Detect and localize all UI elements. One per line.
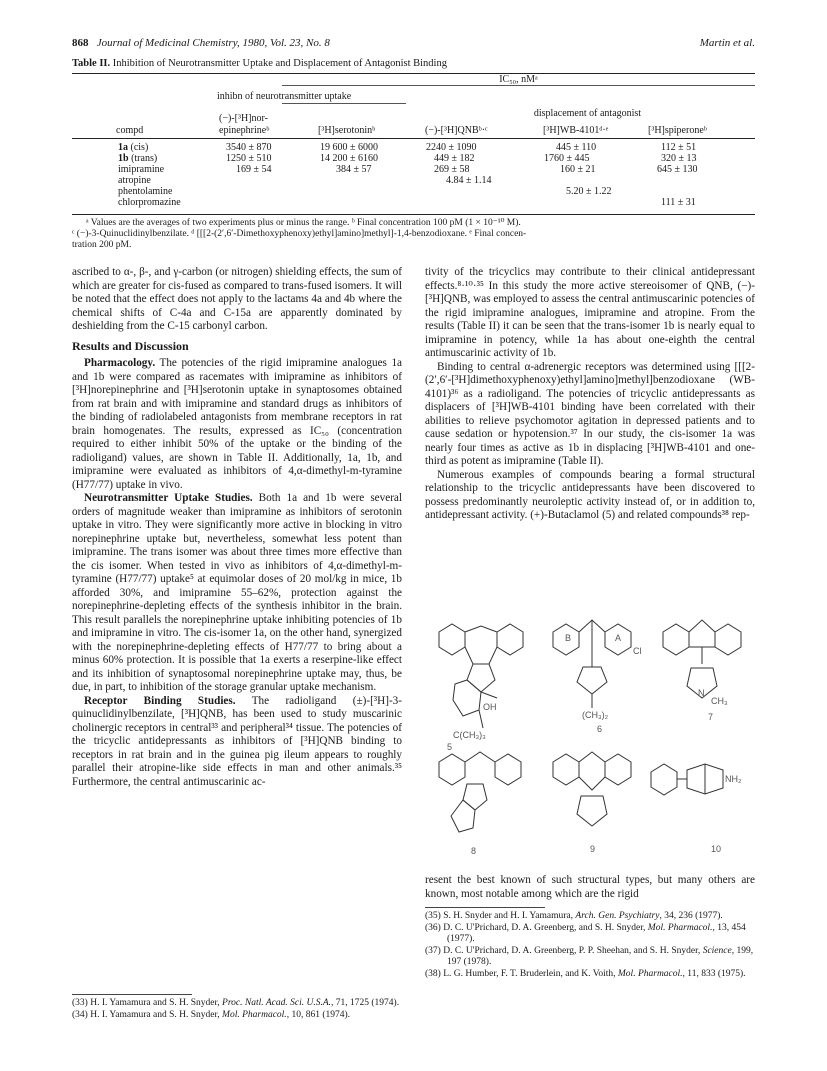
cell-serotonin: 14 200 ± 6160 [320,153,378,164]
table-row [72,175,755,186]
structure-label-ring-a: A [615,633,622,643]
structure-label-cme3: C(CH₃)₃ [453,730,486,740]
references-rule-right [425,907,545,908]
right-column-bottom [425,874,755,901]
row-compd: 1a (cis) [118,142,149,153]
table-caption [72,58,447,69]
structure-label-nme2: (CH₃)₂ [582,710,609,720]
row-compd: atropine [118,175,151,186]
table-caption-text: Inhibition of Neurotransmitter Uptake and Displacement of Antagonist Binding [112,58,447,69]
right-column-top [425,266,755,523]
reference-item: (33) H. I. Yamamura and S. H. Snyder, Proc. Natl. Acad. Sci. U.S.A., 71, 1725 (1974). [72,998,400,1008]
references-right [425,911,755,981]
col-serotonin-header: [³H]serotoninᵇ [318,125,376,136]
structure-number-8: 8 [471,846,477,856]
structure-number-10: 10 [711,844,722,854]
reference-item: (34) H. I. Yamamura and S. H. Snyder, Mol. Pharmacol., 10, 861 (1974). [72,1010,351,1020]
references-left [72,998,402,1022]
table-footnote-2: ᶜ (−)-3-Quinuclidinylbenzilate. ᵈ [[[2-(2′,6′-Dimethoxyphenoxy)ethyl]amino]methyl]-1,4-benzodioxane. ᵉ Final concen- [72,229,527,239]
table-header-rule [72,138,755,139]
cell-qnb: 4.84 ± 1.14 [446,175,492,186]
col-norepinephrine-header-2: epinephrineᵇ [219,125,270,136]
structure-number-5: 5 [447,742,453,752]
row-compd: phentolamine [118,186,173,197]
structure-7 [663,620,741,698]
col-qnb-header: (−)-[³H]QNBᵇ·ᶜ [425,125,488,136]
cell-spip: 320 ± 13 [661,153,697,164]
section-heading: Results and Discussion [72,338,189,353]
paragraph-uptake: Neurotransmitter Uptake Studies. Both 1a and 1b were several orders of magnitude weaker than imipramine as inhibitors of serotonin uptake in vitro. They were significantly more active in blocking in vitro norepinephrine uptake but, nevertheless, somewhat less potent than imipramine. The trans isomer was about three times more effective than the cis isomer. When tested in vivo as inhibitors of 4,α-dimethyl-m-tyramine (H77/77) uptake⁵ at equimolar doses of 20 mol/kg in mice, 1b afforded 30%, and imipramine 55–62%, protection against the norepinephrine-depleting effects of the synthesis inhibitor in the brain. This result parallels the norepinephrine uptake inhibiting potencies of 1b and imipramine in vitro. The cis-isomer 1a, on the other hand, synergized with the norepinephrine-depleting effects of H77/77 to bring about a minus 60% protection. It is possible that 1a exerts a reserpine-like effect and its inhibition of synaptosomal norepinephrine uptake may, thus, be due, in part, to inhibition of the storage granular uptake mechanism. [72,492,403,693]
row-compd: 1b (trans) [118,153,158,164]
cell-spip: 112 ± 51 [661,142,697,153]
paragraph-intro: ascribed to α-, β-, and γ-carbon (or nitrogen) shielding effects, the sum of which are greater for cis-fused as compared to trans-fused isomers. It will be noted that the effect does not apply to the lactams 4a and 4b where the chemical shifts of C-4a and C-15a are apparently dominated by deshielding from the C-15 carbonyl carbon. [72,266,402,332]
cell-serotonin: 19 600 ± 6000 [320,142,378,153]
col-wb4101-header: [³H]WB-4101ᵈ·ᵉ [543,125,609,136]
cell-ne: 1250 ± 510 [226,153,272,164]
ic50-rule [282,85,755,86]
cell-wb: 445 ± 110 [556,142,597,153]
left-column [72,266,402,789]
table-row [72,197,755,208]
cell-wb: 5.20 ± 1.22 [566,186,612,197]
cell-spip: 111 ± 31 [661,197,696,208]
paragraph-antimuscarinic: tivity of the tricyclics may contribute to their clinical antidepressant effects.⁸·¹⁰·³⁵ In this study the more active stereoisomer of QNB, (−)-[³H]QNB, was employed to assess the central antimuscarinic potencies of the rigid imipramine analogues, imipramine and atropine. From the results (Table II) it can be seen that the trans-isomer 1b is nearly equal to imipramine in potency, while 1a has about one-eighth the central antimuscarinic activity of 1b. [425,266,755,359]
table-footnote-1: ᵃ Values are the averages of two experiments plus or minus the range. ᵇ Final concentration 100 pM (1 × 10⁻¹⁰ M). [86,218,521,228]
table-row [72,164,755,175]
cell-ne: 169 ± 54 [236,164,272,175]
structure-5 [439,624,523,728]
row-compd: chlorpromazine [118,197,181,208]
structure-label-oh: OH [483,702,497,712]
cell-serotonin: 384 ± 57 [336,164,372,175]
col-norepinephrine-header-1: (−)-[³H]nor- [219,113,268,124]
structure-label-ring-b: B [565,633,572,643]
reference-item: (38) L. G. Humber, F. T. Bruderlein, and K. Voith, Mol. Pharmacol., 11, 833 (1975). [425,969,746,979]
structure-10 [651,764,723,795]
structure-label-ch3: CH₃ [711,696,728,706]
table-row [72,142,755,153]
table-bottom-rule [72,214,755,215]
structure-number-6: 6 [597,724,603,734]
header-left [72,37,330,49]
structure-8 [439,752,521,832]
cell-ne: 3540 ± 870 [226,142,272,153]
uptake-group-rule [282,103,406,104]
paragraph-binding: Receptor Binding Studies. The radioligand (±)-[³H]-3-quinuclidinylbenzilate, [³H]QNB, has been used to study muscarinic cholinergic receptors in central³³ and peripheral³⁴ tissue. The potencies of the tricyclic antidepressants as inhibitors of [³H]QNB binding to receptors in rat brain and in the guinea pig ileum appears to roughly parallel their atropine-like side effects in man and other animals.³⁵ Furthermore, the central antimuscarinic ac- [72,694,402,788]
col-compd-header: compd [116,125,144,136]
journal-citation: Journal of Medicinal Chemistry, 1980, Vol. 23, No. 8 [96,37,330,49]
ic50-header: IC₅₀, nMᵃ [499,74,538,85]
reference-item: (37) D. C. U'Prichard, D. A. Greenberg, P. P. Sheehan, and S. H. Snyder, Science, 199, 197 (1978). [425,946,754,967]
cell-spip: 645 ± 130 [657,164,698,175]
structure-label-cl: Cl [633,646,642,656]
structure-label-nh2: NH₂ [725,774,742,784]
reference-item: (36) D. C. U'Prichard, D. A. Greenberg, and S. H. Snyder, Mol. Pharmacol., 13, 454 (1977). [425,923,746,944]
paragraph-adrenergic: Binding to central α-adrenergic receptors was determined using [[[2-(2′,6′-[³H]dimethoxyphenoxy)ethyl]amino]methyl]benzodioxane (WB-4101)³⁶ as a radioligand. The potencies of tricyclic antidepressants as displacers of [³H]WB-4101 binding have been correlated with their abilities to relieve psychomotor agitation in depressed patients and to cause sedation or hypotension.³⁷ In our study, the cis-isomer 1a was nearly four times as active as 1b in displacing [³H]WB-4101 and one-third as potent as imipramine (Table II). [425,360,755,467]
cell-qnb: 269 ± 58 [434,164,470,175]
structure-figure [425,612,755,867]
cell-qnb: 449 ± 182 [434,153,475,164]
cell-qnb: 2240 ± 1090 [426,142,477,153]
structure-label-n: N [698,688,705,698]
col-spiperone-header: [³H]spiperoneᵇ [648,125,707,136]
references-rule-left [72,994,192,995]
page-number: 868 [72,37,89,49]
paragraph-neuroleptic: Numerous examples of compounds bearing a formal structural relationship to the tricyclic antidepressants have been discovered to possess predominantly neuroleptic activity instead of, or in addition to, antidepressant activity. (+)-Butaclamol (5) and related compounds³⁸ rep- [425,468,755,521]
header-authors: Martin et al. [699,37,755,49]
table-row [72,186,755,197]
structure-9 [553,752,631,826]
row-compd: imipramine [118,164,165,175]
paragraph-pharmacology: Pharmacology. The potencies of the rigid imipramine analogues 1a and 1b were compared as racemates with imipramine as inhibitors of [³H]norepinephrine and [³H]serotonin uptake in synaptosomes obtained from rat brain and with imipramine and standard drugs as inhibitors of the binding of radiolabeled antagonists from membrane receptors in rat brain homogenates. The results, expressed as IC₅₀ (concentration required to either inhibit 50% of the uptake or the binding of the radioligand) values, are shown in Table II. Additionally, 1a, 1b, and imipramine were evaluated as inhibitors of 4,α-dimethyl-m-tyramine (H77/77) uptake in vivo. [72,357,402,491]
table-footnote-3: tration 200 pM. [72,240,132,250]
structure-number-9: 9 [590,844,596,854]
paragraph-continued: resent the best known of such structural types, but many others are known, most notable among which are the rigid [425,874,755,900]
table-row [72,153,755,164]
uptake-group-header: inhibn of neurotransmitter uptake [217,91,352,102]
displacement-group-header: displacement of antagonist [533,108,642,119]
cell-wb: 160 ± 21 [560,164,596,175]
structure-number-7: 7 [708,712,714,722]
reference-item: (35) S. H. Snyder and H. I. Yamamura, Arch. Gen. Psychiatry, 34, 236 (1977). [425,911,723,921]
cell-wb: 1760 ± 445 [544,153,590,164]
table-caption-label: Table II. [72,58,111,69]
